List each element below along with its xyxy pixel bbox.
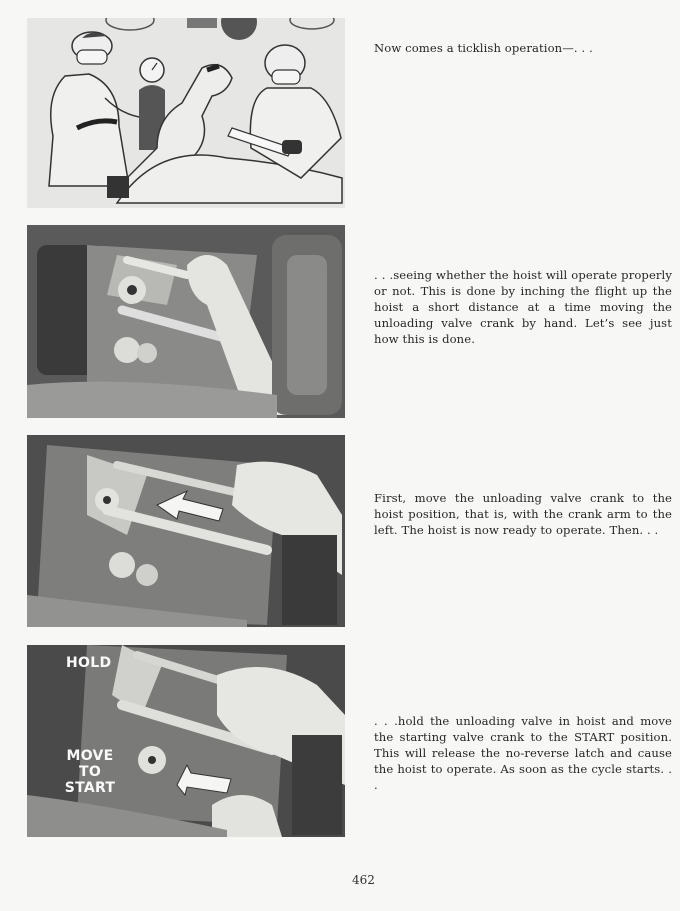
caption-ticklish-operation: Now comes a ticklish operation—. . .: [374, 41, 593, 55]
page-number: 462: [352, 873, 375, 887]
photo-hand-on-unloading-valve-crank: [27, 225, 345, 418]
caption-first-move-crank: First, move the unloading valve crank to the hoist position, that is, with the crank arm to the left. The hoist is now ready to operate. Then. . .: [374, 491, 672, 537]
cartoon-operating-room-illustration: [27, 18, 345, 208]
photo-hold-and-move-to-start: [27, 645, 345, 837]
photo-label-move-line1: MOVE: [66, 748, 114, 764]
caption-seeing-whether-hoist-operates: . . .seeing whether the hoist will operate properly or not. This is done by inching the flight up the hoist a short distance at a time moving the unloading valve crank by hand. Let’s see just how this is done.: [374, 268, 672, 346]
cartoon-drawing: [27, 18, 345, 208]
caption-hold-and-move-starting-crank: . . .hold the unloading valve in hoist and move the starting valve crank to the START position. This will release the no-reverse latch and cause the hoist to operate. As soon as the cycle starts. . .: [374, 714, 672, 792]
machinery-photo-with-start-arrow: [27, 645, 345, 837]
photo-crank-to-hoist-position: [27, 435, 345, 627]
photo-label-hold: HOLD: [66, 655, 112, 671]
photo-label-move-line2: TO START: [64, 764, 116, 796]
machinery-photo-with-arrow: [27, 435, 345, 627]
photo-label-move-to-start: [54, 748, 126, 796]
machinery-photo: [27, 225, 345, 418]
